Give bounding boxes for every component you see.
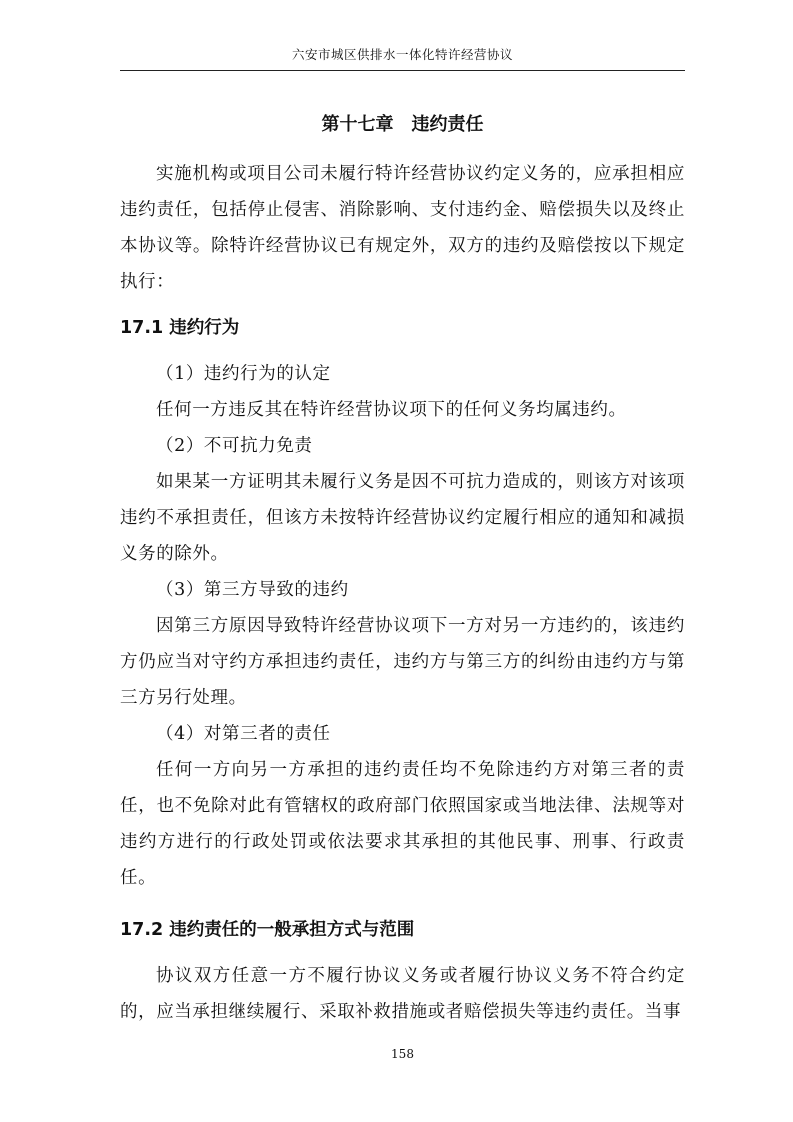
item-heading-2: （2）不可抗力免责 xyxy=(156,436,313,456)
page-number: 158 xyxy=(391,1047,414,1061)
item-body-2: 如果某一方证明其未履行义务是因不可抗力造成的，则该方对该项违约不承担责任，但该方未按特许经营协议约定履行相应的通知和减损义务的除外。 xyxy=(120,472,685,564)
item-body-4: 任何一方向另一方承担的违约责任均不免除违约方对第三者的责任，也不免除对此有管辖权的政府部门依照国家或当地法律、法规等对违约方进行的行政处罚或依法要求其承担的其他民事、刑事、行政责任。 xyxy=(120,760,685,888)
section-title-17-2: 17.2 违约责任的一般承担方式与范围 xyxy=(120,920,415,940)
chapter-title: 第十七章 违约责任 xyxy=(321,114,484,135)
section-title-17-1: 17.1 违约行为 xyxy=(120,318,240,338)
running-header: 六安市城区供排水一体化特许经营协议 xyxy=(291,47,513,62)
header-divider xyxy=(120,70,685,71)
section-2-paragraph: 协议双方任意一方不履行协议义务或者履行协议义务不符合约定的，应当承担继续履行、采取补救措施或者赔偿损失等违约责任。当事 xyxy=(120,966,685,1022)
item-body-1: 任何一方违反其在特许经营协议项下的任何义务均属违约。 xyxy=(156,400,627,420)
item-heading-4: （4）对第三者的责任 xyxy=(156,724,331,744)
item-heading-3: （3）第三方导致的违约 xyxy=(156,580,349,600)
intro-paragraph: 实施机构或项目公司未履行特许经营协议约定义务的，应承担相应违约责任，包括停止侵害、消除影响、支付违约金、赔偿损失以及终止本协议等。除特许经营协议已有规定外，双方的违约及赔偿按以下规定执行： xyxy=(120,164,685,292)
page-body xyxy=(120,110,685,1030)
item-heading-1: （1）违约行为的认定 xyxy=(156,364,331,384)
item-body-3: 因第三方原因导致特许经营协议项下一方对另一方违约的，该违约方仍应当对守约方承担违约责任，违约方与第三方的纠纷由违约方与第三方另行处理。 xyxy=(120,616,685,708)
